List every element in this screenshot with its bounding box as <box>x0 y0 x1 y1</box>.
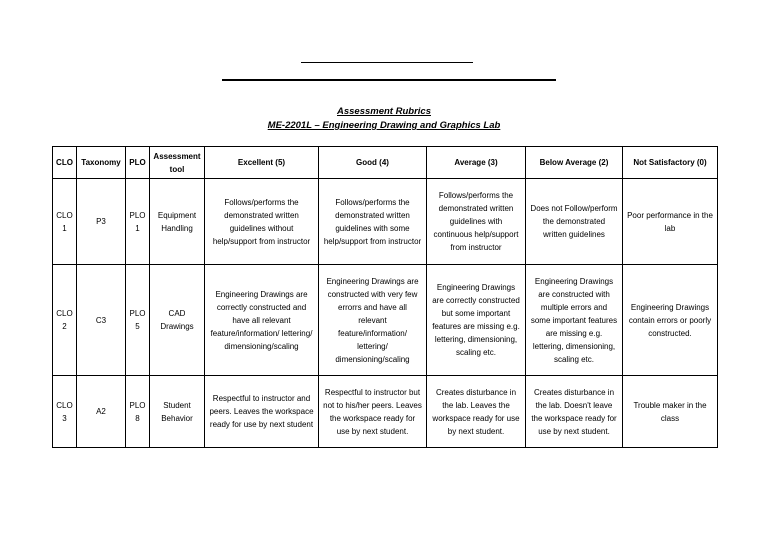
not-satisfactory-cell: Trouble maker in the class <box>623 376 718 448</box>
tool-cell: CAD Drawings <box>150 265 205 376</box>
plo-cell: PLO 5 <box>126 265 150 376</box>
document-subtitle: ME-2201L – Engineering Drawing and Graphics Lab <box>267 120 501 131</box>
header-clo: CLO <box>53 147 77 179</box>
header-below-average: Below Average (2) <box>526 147 623 179</box>
excellent-cell: Follows/performs the demonstrated written guidelines without help/support from instructor <box>205 179 319 265</box>
below-average-cell: Does not Follow/perform the demonstrated written guidelines <box>526 179 623 265</box>
header-rule <box>222 79 556 81</box>
below-average-cell: Engineering Drawings are constructed with multiple errors and some important features are missing e.g. lettering, dimensioning, scaling etc. <box>526 265 623 376</box>
excellent-cell: Respectful to instructor and peers. Leaves the workspace ready for use by next student <box>205 376 319 448</box>
table-row <box>53 179 718 265</box>
taxonomy-cell: A2 <box>77 376 126 448</box>
table-header-row <box>53 147 718 179</box>
table-row <box>53 376 718 448</box>
tool-cell: Student Behavior <box>150 376 205 448</box>
rubric-table <box>52 146 718 448</box>
header-average: Average (3) <box>427 147 526 179</box>
not-satisfactory-cell: Poor performance in the lab <box>623 179 718 265</box>
table-row <box>53 265 718 376</box>
taxonomy-cell: P3 <box>77 179 126 265</box>
taxonomy-cell: C3 <box>77 265 126 376</box>
average-cell: Creates disturbance in the lab. Leaves the workspace ready for use by next student. <box>427 376 526 448</box>
average-cell: Follows/performs the demonstrated written guidelines with continuous help/support from instructor <box>427 179 526 265</box>
not-satisfactory-cell: Engineering Drawings contain errors or poorly constructed. <box>623 265 718 376</box>
average-cell: Engineering Drawings are correctly constructed but some important features are missing e.g. lettering, dimensioning, scaling etc. <box>427 265 526 376</box>
good-cell: Engineering Drawings are constructed with very few errorrs and have all relevant feature/information/ lettering/ dimensioning/scaling <box>319 265 427 376</box>
clo-cell: CLO 2 <box>53 265 77 376</box>
document-title: Assessment Rubrics <box>337 106 431 117</box>
plo-cell: PLO 8 <box>126 376 150 448</box>
excellent-cell: Engineering Drawings are correctly constructed and have all relevant feature/information/ lettering/ dimensioning/scaling <box>205 265 319 376</box>
clo-cell: CLO 1 <box>53 179 77 265</box>
header-taxonomy: Taxonomy <box>77 147 126 179</box>
good-cell: Follows/performs the demonstrated written guidelines with some help/support from instructor <box>319 179 427 265</box>
header-good: Good (4) <box>319 147 427 179</box>
good-cell: Respectful to instructor but not to his/her peers. Leaves the workspace ready for use by next student. <box>319 376 427 448</box>
header-not-satisfactory: Not Satisfactory (0) <box>623 147 718 179</box>
tool-cell: Equipment Handling <box>150 179 205 265</box>
below-average-cell: Creates disturbance in the lab. Doesn't leave the workspace ready for use by next student. <box>526 376 623 448</box>
clo-cell: CLO 3 <box>53 376 77 448</box>
header-plo: PLO <box>126 147 150 179</box>
plo-cell: PLO 1 <box>126 179 150 265</box>
header-assessment-tool: Assessment tool <box>150 147 205 179</box>
signature-line <box>301 62 473 63</box>
header-excellent: Excellent (5) <box>205 147 319 179</box>
